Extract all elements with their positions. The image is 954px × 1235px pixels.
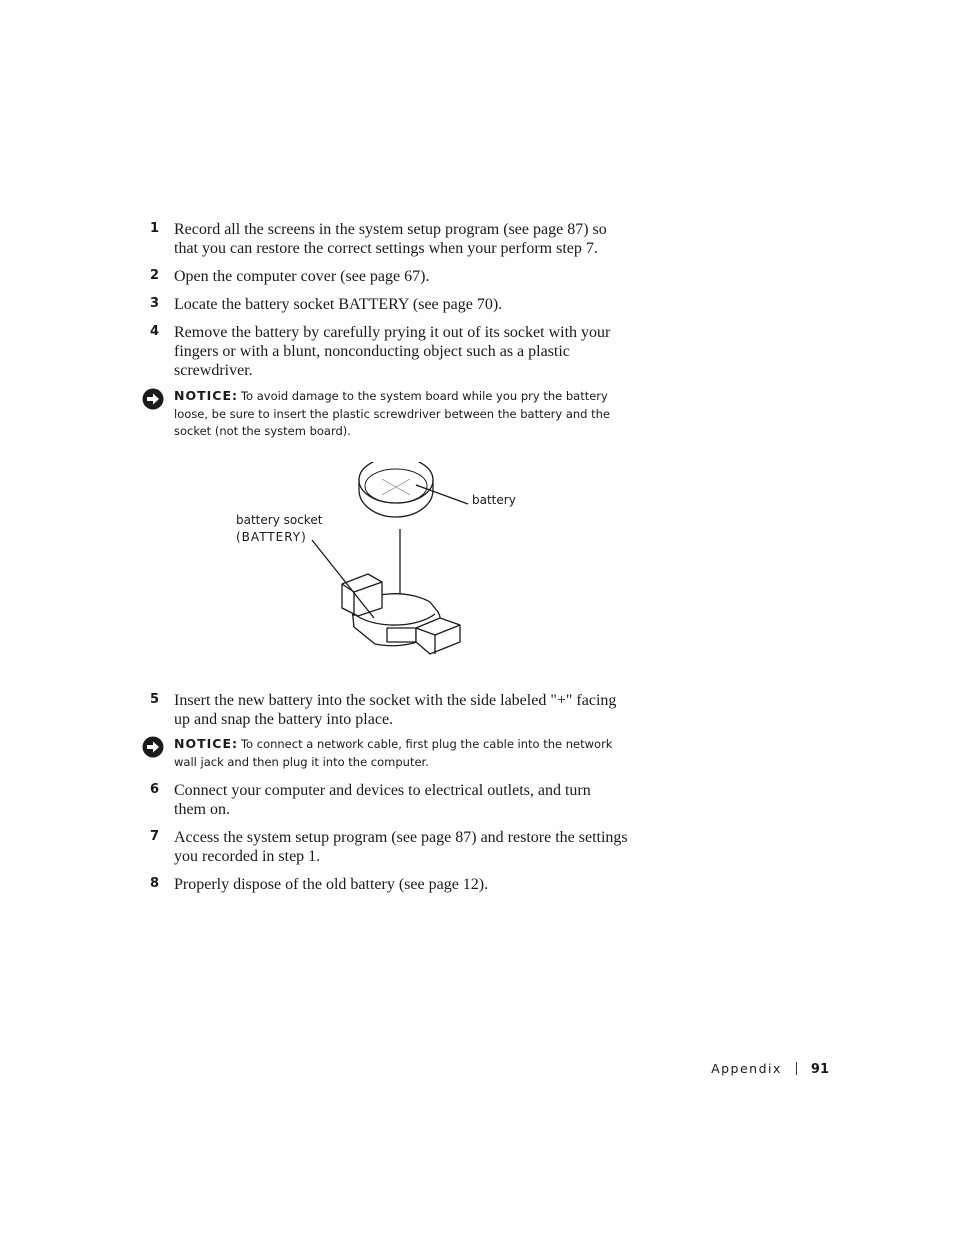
notice-label: NOTICE:	[174, 736, 238, 751]
step-item	[150, 267, 630, 286]
step-text: Properly dispose of the old battery (see page 12).	[174, 876, 489, 893]
step-number: 2	[150, 268, 160, 283]
step-item	[150, 781, 630, 819]
step-text: Open the computer cover (see page 67).	[174, 268, 430, 285]
notice-block	[142, 735, 622, 771]
notice-block	[142, 387, 622, 441]
page-number: 91	[810, 1062, 829, 1077]
step-text: Locate the battery socket BATTERY (see page 70).	[174, 296, 503, 313]
step-number: 1	[150, 221, 160, 236]
page-footer	[711, 1061, 829, 1077]
notice-text	[174, 387, 614, 441]
step-item	[150, 323, 630, 380]
step-number: 6	[150, 782, 160, 797]
footer-divider	[796, 1062, 797, 1075]
step-text: Connect your computer and devices to electrical outlets, and turn them on.	[174, 782, 591, 818]
step-text: Insert the new battery into the socket with the side labeled "+" facing up and snap the battery into place.	[174, 692, 617, 728]
step-item	[150, 220, 630, 258]
step-number: 3	[150, 296, 160, 311]
battery-figure	[230, 462, 530, 662]
step-number: 7	[150, 829, 160, 844]
step-number: 5	[150, 692, 160, 707]
step-text: Remove the battery by carefully prying it out of its socket with your fingers or with a blunt, nonconducting object such as a plastic screwdriver.	[174, 324, 611, 379]
battery-callout: battery	[472, 493, 516, 507]
socket-callout-line2: (BATTERY)	[236, 530, 307, 544]
footer-section-name: Appendix	[711, 1061, 782, 1076]
step-item	[150, 295, 630, 314]
step-text: Access the system setup program (see page 87) and restore the settings you recorded in step 1.	[174, 829, 628, 865]
notice-label: NOTICE:	[174, 388, 238, 403]
step-item	[150, 691, 630, 729]
notice-text	[174, 735, 622, 771]
step-item	[150, 875, 630, 894]
step-item	[150, 828, 630, 866]
socket-callout-line1: battery socket	[236, 513, 323, 527]
step-number: 8	[150, 876, 160, 891]
notice-body: To avoid damage to the system board while you pry the battery loose, be sure to insert the plastic screwdriver between the battery and the socket (not the system board).	[174, 389, 611, 438]
notice-arrow-icon	[142, 388, 164, 410]
notice-arrow-icon	[142, 736, 164, 758]
step-number: 4	[150, 324, 160, 339]
step-text: Record all the screens in the system setup program (see page 87) so that you can restore the correct settings when your perform step 7.	[174, 221, 607, 257]
notice-body: To connect a network cable, first plug the cable into the network wall jack and then plug it into the computer.	[174, 737, 613, 769]
